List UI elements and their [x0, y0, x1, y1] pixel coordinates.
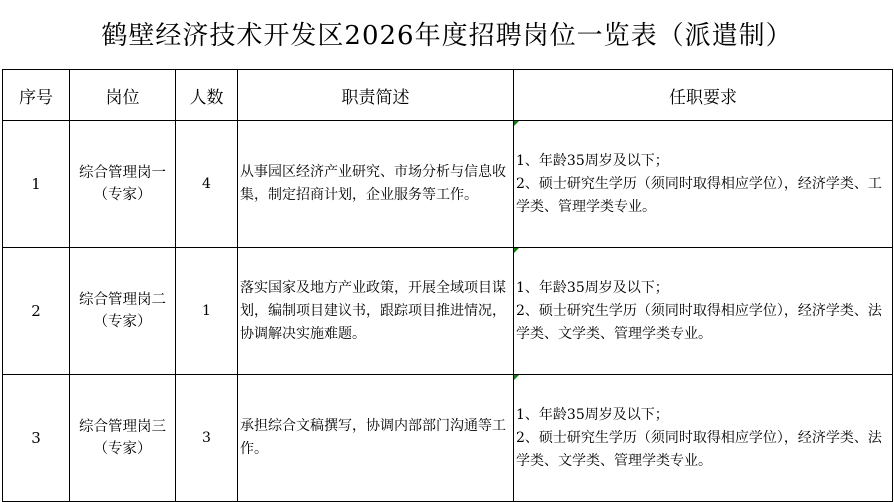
header-requirements: 任职要求	[514, 70, 893, 121]
row-duties: 落实国家及地方产业政策，开展全域项目谋划，编制项目建议书，跟踪项目推进情况，协调解决实施难题。	[238, 248, 514, 375]
row-position	[70, 248, 176, 375]
position-title: 综合管理岗二	[79, 292, 166, 308]
position-note: （专家）	[93, 441, 152, 457]
requirement-age: 1、年龄35周岁及以下；	[516, 152, 669, 169]
table-row	[3, 248, 893, 375]
requirement-age: 1、年龄35周岁及以下；	[516, 406, 669, 423]
requirement-education: 2、硕士研究生学历（须同时取得相应学位），经济学类、法学类、文学类、管理学类专业。	[516, 429, 882, 469]
table-row	[3, 375, 893, 502]
row-seq: 2	[3, 248, 70, 375]
row-count: 4	[176, 121, 238, 248]
row-duties: 承担综合文稿撰写，协调内部部门沟通等工作。	[238, 375, 514, 502]
row-seq: 1	[3, 121, 70, 248]
row-count: 3	[176, 375, 238, 502]
requirement-education: 2、硕士研究生学历（须同时取得相应学位），经济学类、法学类、文学类、管理学类专业。	[516, 302, 882, 342]
header-seq: 序号	[3, 70, 70, 121]
row-count: 1	[176, 248, 238, 375]
position-note: （专家）	[93, 314, 152, 330]
position-title: 综合管理岗三	[79, 419, 166, 435]
header-position: 岗位	[70, 70, 176, 121]
page-title: 鹤壁经济技术开发区2026年度招聘岗位一览表（派遣制）	[101, 21, 793, 51]
table-header-row	[3, 70, 893, 121]
row-position	[70, 121, 176, 248]
table-row	[3, 121, 893, 248]
requirement-education: 2、硕士研究生学历（须同时取得相应学位），经济学类、工学类、管理学类专业。	[516, 175, 882, 215]
header-duties: 职责简述	[238, 70, 514, 121]
positions-table	[2, 69, 893, 502]
row-seq: 3	[3, 375, 70, 502]
row-requirements	[514, 121, 893, 248]
position-note: （专家）	[93, 187, 152, 203]
row-duties: 从事园区经济产业研究、市场分析与信息收集，制定招商计划，企业服务等工作。	[238, 121, 514, 248]
requirement-age: 1、年龄35周岁及以下；	[516, 279, 669, 296]
position-title: 综合管理岗一	[79, 165, 166, 181]
header-count: 人数	[176, 70, 238, 121]
row-requirements	[514, 375, 893, 502]
row-requirements	[514, 248, 893, 375]
row-position	[70, 375, 176, 502]
